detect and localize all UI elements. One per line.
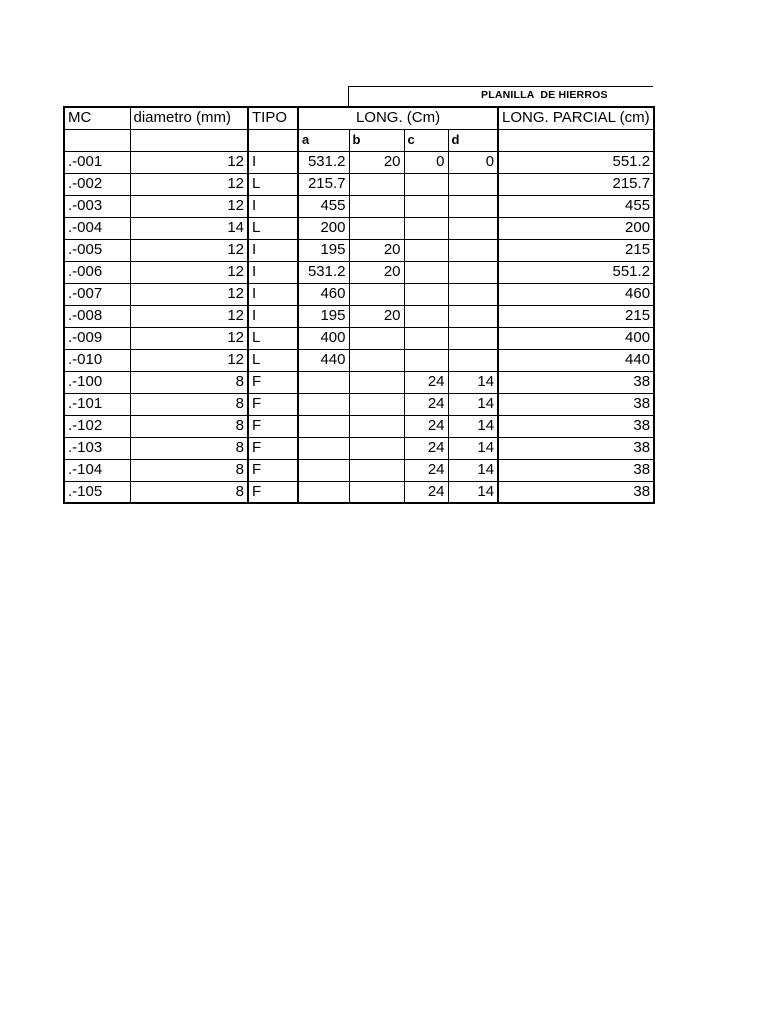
cell-long-parcial[interactable]: 38 — [498, 415, 654, 437]
cell-long-parcial[interactable]: 215 — [498, 239, 654, 261]
cell-long-b[interactable] — [349, 371, 404, 393]
cell-long-d[interactable] — [448, 195, 498, 217]
table-row — [64, 261, 654, 283]
cell-tipo[interactable]: L — [248, 349, 298, 371]
cell-diametro[interactable]: 12 — [130, 173, 248, 195]
header-long[interactable]: LONG. (Cm) — [298, 107, 498, 129]
cell-diametro[interactable]: 8 — [130, 371, 248, 393]
cell-mc[interactable]: .-007 — [64, 283, 130, 305]
subheader-d[interactable]: d — [448, 129, 498, 151]
table-row — [64, 393, 654, 415]
cell-long-a[interactable]: 215.7 — [298, 173, 349, 195]
table-row — [64, 327, 654, 349]
table-row — [64, 459, 654, 481]
cell-long-b[interactable] — [349, 459, 404, 481]
cell-long-parcial[interactable]: 38 — [498, 481, 654, 503]
cell-long-b[interactable]: 20 — [349, 261, 404, 283]
table-row — [64, 305, 654, 327]
cell-long-d[interactable] — [448, 173, 498, 195]
cell-tipo[interactable]: L — [248, 173, 298, 195]
subheader-tipo-empty[interactable] — [248, 129, 298, 151]
cell-long-b[interactable]: 20 — [349, 151, 404, 173]
cell-tipo[interactable]: F — [248, 437, 298, 459]
subheader-b[interactable]: b — [349, 129, 404, 151]
cell-long-c[interactable] — [404, 217, 448, 239]
cell-long-parcial[interactable]: 38 — [498, 459, 654, 481]
cell-long-c[interactable]: 24 — [404, 481, 448, 503]
cell-tipo[interactable]: F — [248, 415, 298, 437]
cell-long-d[interactable]: 0 — [448, 151, 498, 173]
cell-long-d[interactable]: 14 — [448, 481, 498, 503]
table-row — [64, 173, 654, 195]
cell-tipo[interactable]: F — [248, 459, 298, 481]
table-row — [64, 217, 654, 239]
cell-diametro[interactable]: 12 — [130, 305, 248, 327]
cell-long-d[interactable]: 14 — [448, 371, 498, 393]
cell-mc[interactable]: .-002 — [64, 173, 130, 195]
cell-long-a[interactable]: 455 — [298, 195, 349, 217]
cell-long-c[interactable]: 24 — [404, 459, 448, 481]
cell-long-parcial[interactable]: 215 — [498, 305, 654, 327]
cell-diametro[interactable]: 12 — [130, 151, 248, 173]
table-row — [64, 371, 654, 393]
subheader-c[interactable]: c — [404, 129, 448, 151]
cell-long-d[interactable] — [448, 305, 498, 327]
cell-diametro[interactable]: 8 — [130, 415, 248, 437]
cell-tipo[interactable]: I — [248, 283, 298, 305]
cell-tipo[interactable]: I — [248, 305, 298, 327]
cell-tipo[interactable]: F — [248, 371, 298, 393]
header-long-parcial[interactable]: LONG. PARCIAL (cm) — [498, 107, 654, 129]
cell-long-parcial[interactable]: 440 — [498, 349, 654, 371]
sheet-title-box — [348, 86, 653, 106]
header-tipo[interactable]: TIPO — [248, 107, 298, 129]
cell-mc[interactable]: .-104 — [64, 459, 130, 481]
cell-mc[interactable]: .-102 — [64, 415, 130, 437]
cell-long-a[interactable]: 400 — [298, 327, 349, 349]
cell-long-d[interactable] — [448, 349, 498, 371]
cell-long-a[interactable] — [298, 393, 349, 415]
cell-long-b[interactable]: 20 — [349, 239, 404, 261]
cell-long-a[interactable]: 440 — [298, 349, 349, 371]
cell-tipo[interactable]: L — [248, 327, 298, 349]
cell-tipo[interactable]: I — [248, 261, 298, 283]
cell-long-parcial[interactable]: 38 — [498, 371, 654, 393]
cell-long-d[interactable]: 14 — [448, 415, 498, 437]
cell-long-d[interactable] — [448, 283, 498, 305]
cell-mc[interactable]: .-008 — [64, 305, 130, 327]
cell-long-a[interactable] — [298, 371, 349, 393]
table-row — [64, 283, 654, 305]
cell-long-parcial[interactable]: 38 — [498, 393, 654, 415]
cell-long-a[interactable] — [298, 437, 349, 459]
cell-long-d[interactable] — [448, 239, 498, 261]
cell-long-a[interactable]: 195 — [298, 305, 349, 327]
cell-tipo[interactable]: I — [248, 239, 298, 261]
cell-diametro[interactable]: 8 — [130, 481, 248, 503]
cell-long-a[interactable]: 200 — [298, 217, 349, 239]
cell-long-c[interactable] — [404, 349, 448, 371]
table-row — [64, 195, 654, 217]
cell-long-a[interactable]: 531.2 — [298, 261, 349, 283]
cell-diametro[interactable]: 12 — [130, 195, 248, 217]
cell-tipo[interactable]: F — [248, 393, 298, 415]
table-row — [64, 349, 654, 371]
table-row — [64, 437, 654, 459]
cell-long-parcial[interactable]: 215.7 — [498, 173, 654, 195]
header-mc[interactable]: MC — [64, 107, 130, 129]
cell-long-b[interactable] — [349, 415, 404, 437]
cell-mc[interactable]: .-105 — [64, 481, 130, 503]
cell-diametro[interactable]: 8 — [130, 437, 248, 459]
cell-long-d[interactable] — [448, 261, 498, 283]
cell-long-parcial[interactable]: 38 — [498, 437, 654, 459]
cell-mc[interactable]: .-003 — [64, 195, 130, 217]
cell-long-parcial[interactable]: 200 — [498, 217, 654, 239]
cell-long-c[interactable]: 24 — [404, 371, 448, 393]
table-row — [64, 151, 654, 173]
table-row — [64, 481, 654, 503]
cell-long-c[interactable] — [404, 261, 448, 283]
sheet-title: PLANILLA DE HIERROS — [481, 89, 608, 101]
cell-mc[interactable]: .-006 — [64, 261, 130, 283]
cell-long-c[interactable] — [404, 173, 448, 195]
cell-long-parcial[interactable]: 460 — [498, 283, 654, 305]
cell-diametro[interactable]: 14 — [130, 217, 248, 239]
cell-mc[interactable]: .-101 — [64, 393, 130, 415]
cell-mc[interactable]: .-009 — [64, 327, 130, 349]
cell-long-c[interactable]: 24 — [404, 415, 448, 437]
cell-diametro[interactable]: 12 — [130, 327, 248, 349]
cell-long-a[interactable] — [298, 481, 349, 503]
cell-diametro[interactable]: 12 — [130, 239, 248, 261]
cell-long-c[interactable]: 24 — [404, 393, 448, 415]
cell-long-parcial[interactable]: 551.2 — [498, 151, 654, 173]
cell-long-a[interactable]: 460 — [298, 283, 349, 305]
cell-mc[interactable]: .-005 — [64, 239, 130, 261]
cell-long-a[interactable] — [298, 459, 349, 481]
cell-long-b[interactable] — [349, 173, 404, 195]
cell-diametro[interactable]: 12 — [130, 283, 248, 305]
cell-long-d[interactable]: 14 — [448, 437, 498, 459]
cell-mc[interactable]: .-001 — [64, 151, 130, 173]
cell-long-c[interactable] — [404, 305, 448, 327]
cell-long-c[interactable] — [404, 195, 448, 217]
cell-long-d[interactable] — [448, 327, 498, 349]
subheader-parcial-empty[interactable] — [498, 129, 654, 151]
cell-long-d[interactable] — [448, 217, 498, 239]
cell-long-parcial[interactable]: 400 — [498, 327, 654, 349]
cell-long-b[interactable] — [349, 349, 404, 371]
cell-long-b[interactable] — [349, 195, 404, 217]
rebar-schedule-table — [63, 106, 655, 504]
cell-long-b[interactable] — [349, 217, 404, 239]
cell-long-b[interactable]: 20 — [349, 305, 404, 327]
cell-long-c[interactable]: 24 — [404, 437, 448, 459]
cell-long-d[interactable]: 14 — [448, 459, 498, 481]
cell-tipo[interactable]: L — [248, 217, 298, 239]
cell-tipo[interactable]: F — [248, 481, 298, 503]
subheader-diametro-empty[interactable] — [130, 129, 248, 151]
subheader-a[interactable]: a — [298, 129, 349, 151]
cell-mc[interactable]: .-004 — [64, 217, 130, 239]
header-diametro[interactable]: diametro (mm) — [130, 107, 248, 129]
table-row — [64, 239, 654, 261]
cell-mc[interactable]: .-010 — [64, 349, 130, 371]
cell-diametro[interactable]: 8 — [130, 393, 248, 415]
cell-long-c[interactable] — [404, 327, 448, 349]
table-row — [64, 415, 654, 437]
cell-long-a[interactable] — [298, 415, 349, 437]
cell-long-b[interactable] — [349, 437, 404, 459]
cell-long-a[interactable]: 195 — [298, 239, 349, 261]
cell-long-parcial[interactable]: 455 — [498, 195, 654, 217]
cell-long-b[interactable] — [349, 481, 404, 503]
cell-long-a[interactable]: 531.2 — [298, 151, 349, 173]
cell-long-d[interactable]: 14 — [448, 393, 498, 415]
cell-long-parcial[interactable]: 551.2 — [498, 261, 654, 283]
cell-long-b[interactable] — [349, 393, 404, 415]
cell-diametro[interactable]: 12 — [130, 349, 248, 371]
subheader-mc-empty[interactable] — [64, 129, 130, 151]
cell-tipo[interactable]: I — [248, 151, 298, 173]
cell-long-b[interactable] — [349, 327, 404, 349]
cell-tipo[interactable]: I — [248, 195, 298, 217]
cell-diametro[interactable]: 12 — [130, 261, 248, 283]
cell-mc[interactable]: .-103 — [64, 437, 130, 459]
cell-long-c[interactable]: 0 — [404, 151, 448, 173]
cell-mc[interactable]: .-100 — [64, 371, 130, 393]
cell-long-b[interactable] — [349, 283, 404, 305]
cell-long-c[interactable] — [404, 239, 448, 261]
header-row — [64, 107, 654, 129]
subheader-row — [64, 129, 654, 151]
cell-long-c[interactable] — [404, 283, 448, 305]
cell-diametro[interactable]: 8 — [130, 459, 248, 481]
